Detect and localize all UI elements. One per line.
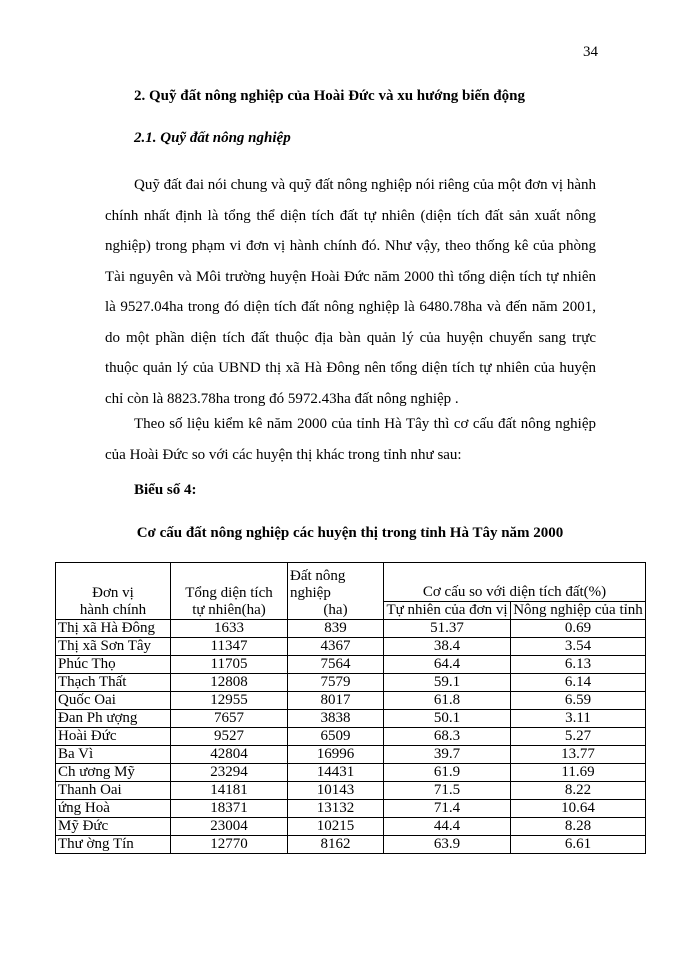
table-row (56, 710, 646, 728)
cell-total-area: 12808 (171, 674, 288, 692)
cell-natural-pct: 68.3 (384, 728, 511, 746)
cell-agri-area: 4367 (288, 638, 384, 656)
table-row (56, 656, 646, 674)
table-row (56, 782, 646, 800)
agricultural-land-table (55, 562, 646, 854)
subsection-title: 2.1. Quỹ đất nông nghiệp (134, 130, 291, 146)
cell-natural-pct: 63.9 (384, 836, 511, 854)
cell-unit-name: Ba Vì (56, 746, 171, 764)
cell-natural-pct: 71.5 (384, 782, 511, 800)
cell-agri-area: 13132 (288, 800, 384, 818)
cell-agri-area: 16996 (288, 746, 384, 764)
cell-agri-pct: 6.61 (511, 836, 646, 854)
cell-unit-name: Quốc Oai (56, 692, 171, 710)
cell-natural-pct: 39.7 (384, 746, 511, 764)
cell-total-area: 1633 (171, 620, 288, 638)
table-row (56, 836, 646, 854)
cell-natural-pct: 59.1 (384, 674, 511, 692)
cell-total-area: 9527 (171, 728, 288, 746)
cell-total-area: 42804 (171, 746, 288, 764)
cell-unit-name: Thư ờng Tín (56, 836, 171, 854)
cell-agri-area: 8162 (288, 836, 384, 854)
cell-unit-name: Mỹ Đức (56, 818, 171, 836)
table-row (56, 692, 646, 710)
cell-agri-pct: 6.13 (511, 656, 646, 674)
cell-total-area: 11347 (171, 638, 288, 656)
cell-agri-pct: 8.28 (511, 818, 646, 836)
cell-agri-pct: 11.69 (511, 764, 646, 782)
cell-total-area: 14181 (171, 782, 288, 800)
cell-natural-pct: 64.4 (384, 656, 511, 674)
cell-agri-area: 8017 (288, 692, 384, 710)
cell-total-area: 12955 (171, 692, 288, 710)
cell-agri-pct: 5.27 (511, 728, 646, 746)
table-row (56, 728, 646, 746)
table-row (56, 764, 646, 782)
cell-unit-name: Phúc Thọ (56, 656, 171, 674)
cell-agri-pct: 6.59 (511, 692, 646, 710)
cell-agri-area: 839 (288, 620, 384, 638)
header-agri-line1: Đất nông (290, 568, 346, 584)
cell-total-area: 23294 (171, 764, 288, 782)
cell-agri-area: 7564 (288, 656, 384, 674)
cell-unit-name: Thanh Oai (56, 782, 171, 800)
cell-natural-pct: 61.8 (384, 692, 511, 710)
body-paragraph-1: Quỹ đất đai nói chung và quỹ đất nông nghiệp nói riêng của một đơn vị hành chính nhất định là tổng thể diện tích đất tự nhiên (diện tích đất sản xuất nông nghiệp) trong phạm vi đơn vị hành chính đó. Như vậy, theo thống kê của phòng Tài nguyên và Môi trường huyện Hoài Đức năm 2000 thì tổng diện tích tự nhiên là 9527.04ha trong đó diện tích đất nông nghiệp là 6480.78ha và đến năm 2001, do một phần diện tích đất thuộc địa bàn quản lý của huyện chuyển sang trực thuộc quản lý của UBND thị xã Hà Đông nên tổng diện tích tự nhiên của huyện chỉ còn là 8823.78ha trong đó 5972.43ha đất nông nghiệp . (105, 177, 597, 407)
cell-agri-pct: 6.14 (511, 674, 646, 692)
header-total-line1: Tổng diện tích (185, 585, 273, 601)
cell-total-area: 11705 (171, 656, 288, 674)
cell-agri-area: 14431 (288, 764, 384, 782)
header-structure: Cơ cấu so với diện tích đất(%) (384, 563, 646, 602)
cell-agri-area: 10143 (288, 782, 384, 800)
header-unit-line2: hành chính (79, 602, 147, 618)
cell-total-area: 23004 (171, 818, 288, 836)
table-row (56, 800, 646, 818)
header-agri-line2: nghiệp (290, 585, 331, 601)
section-title: 2. Quỹ đất nông nghiệp của Hoài Đức và xu hướng biến động (134, 88, 525, 104)
cell-agri-pct: 3.54 (511, 638, 646, 656)
header-agri-line3: (ha) (323, 602, 348, 618)
cell-agri-area: 3838 (288, 710, 384, 728)
table-title: Cơ cấu đất nông nghiệp các huyện thị trong tỉnh Hà Tây năm 2000 (136, 525, 564, 541)
cell-agri-pct: 0.69 (511, 620, 646, 638)
cell-agri-area: 10215 (288, 818, 384, 836)
cell-natural-pct: 51.37 (384, 620, 511, 638)
cell-unit-name: Ch ương Mỹ (56, 764, 171, 782)
header-unit (56, 563, 171, 620)
page-number: 34 (583, 44, 598, 60)
cell-agri-pct: 10.64 (511, 800, 646, 818)
cell-unit-name: Thị xã Hà Đông (56, 620, 171, 638)
table-row (56, 620, 646, 638)
figure-label: Biểu số 4: (134, 482, 197, 498)
cell-unit-name: Đan Ph ượng (56, 710, 171, 728)
cell-agri-pct: 8.22 (511, 782, 646, 800)
cell-total-area: 18371 (171, 800, 288, 818)
cell-natural-pct: 71.4 (384, 800, 511, 818)
table-row (56, 638, 646, 656)
header-total-line2: tự nhiên(ha) (192, 602, 266, 618)
cell-unit-name: Thị xã Sơn Tây (56, 638, 171, 656)
body-paragraph-2: Theo số liệu kiểm kê năm 2000 của tỉnh Hà Tây thì cơ cấu đất nông nghiệp của Hoài Đức so với các huyện thị khác trong tỉnh như sau: (105, 416, 596, 463)
cell-unit-name: Thạch Thất (56, 674, 171, 692)
cell-agri-pct: 3.11 (511, 710, 646, 728)
table-row (56, 674, 646, 692)
header-natural-pct: Tự nhiên của đơn vị (384, 602, 511, 620)
cell-unit-name: ứng Hoà (56, 800, 171, 818)
header-agri-area (288, 563, 384, 620)
header-agri-pct: Nông nghiệp của tỉnh (511, 602, 646, 620)
cell-unit-name: Hoài Đức (56, 728, 171, 746)
header-unit-line1: Đơn vị (92, 585, 134, 601)
cell-total-area: 7657 (171, 710, 288, 728)
cell-agri-pct: 13.77 (511, 746, 646, 764)
cell-natural-pct: 50.1 (384, 710, 511, 728)
cell-natural-pct: 44.4 (384, 818, 511, 836)
header-total-area (171, 563, 288, 620)
cell-agri-area: 6509 (288, 728, 384, 746)
table-row (56, 746, 646, 764)
table-row (56, 818, 646, 836)
cell-natural-pct: 61.9 (384, 764, 511, 782)
cell-natural-pct: 38.4 (384, 638, 511, 656)
cell-total-area: 12770 (171, 836, 288, 854)
cell-agri-area: 7579 (288, 674, 384, 692)
